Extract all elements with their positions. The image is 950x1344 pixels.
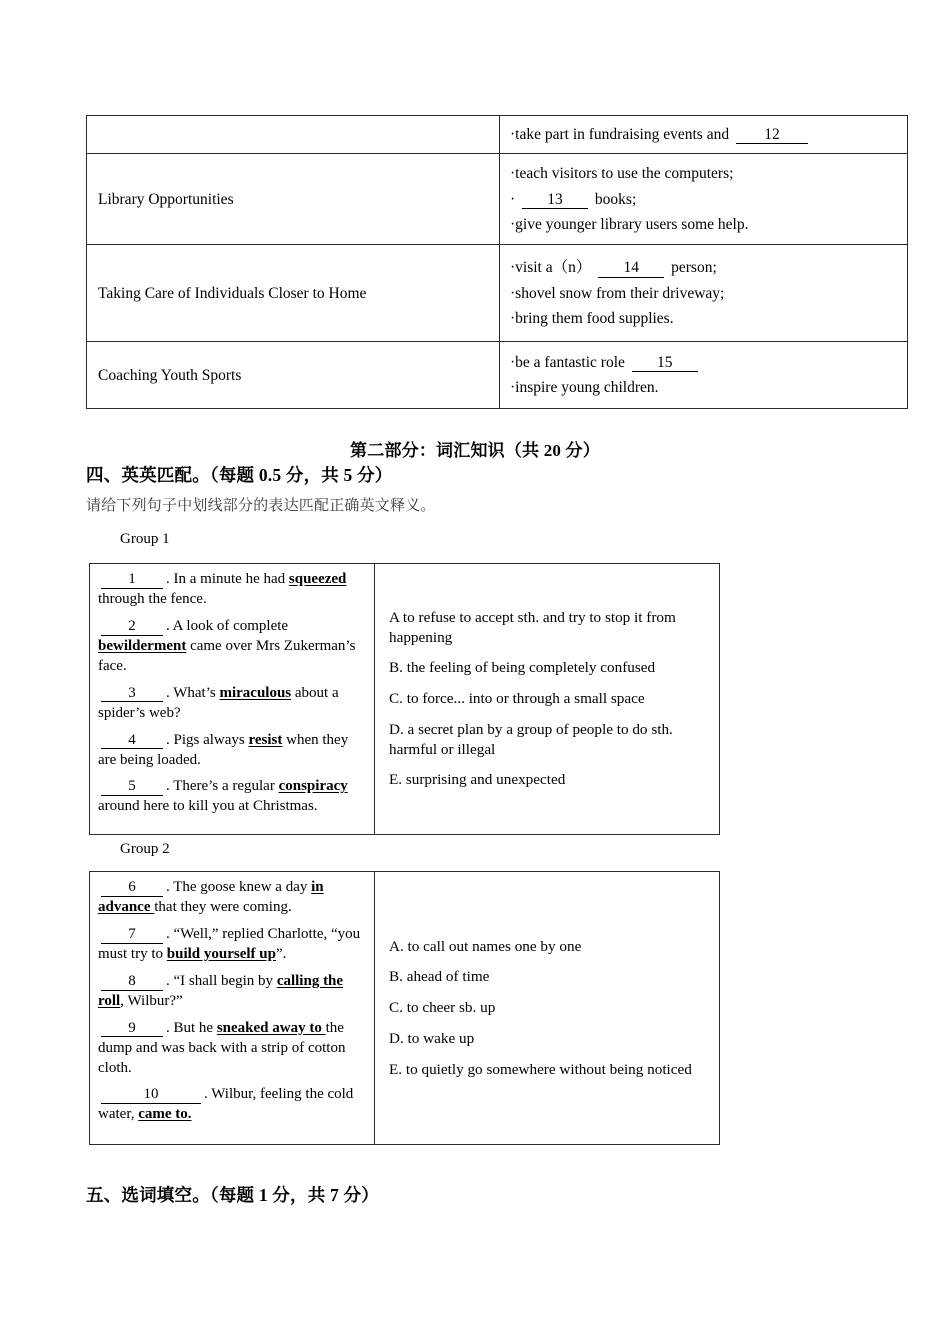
answer-blank-15[interactable]: 15 — [632, 355, 698, 372]
volunteer-opportunities-table — [86, 115, 908, 409]
group-2-questions-column — [90, 872, 375, 1144]
answer-blank-3[interactable]: 3 — [101, 686, 163, 703]
question-text: about a spider’s web? — [98, 684, 339, 721]
detail-line — [510, 187, 897, 212]
answer-blank-5[interactable]: 5 — [101, 779, 163, 796]
question-text: ”. — [275, 945, 287, 962]
match-option-item: E. surprising and unexpected — [389, 771, 566, 789]
underlined-keyword: resist — [248, 731, 283, 748]
section-five-heading: 五、选词填空。（每题 1 分，共 7 分） — [86, 1185, 379, 1205]
match-option-item: D. to wake up — [389, 1029, 475, 1047]
detail-line — [510, 255, 897, 280]
underlined-keyword: sneaked away to — [216, 1019, 326, 1036]
detail-text-post: person; — [671, 259, 717, 277]
detail-text: · — [510, 190, 516, 208]
answer-blank-1[interactable]: 1 — [101, 572, 163, 589]
table-row — [87, 245, 908, 342]
match-question-item — [98, 570, 366, 610]
table-cell-details — [500, 245, 908, 342]
detail-line — [510, 212, 897, 237]
group-1-matching-box — [89, 563, 720, 835]
match-option-item: A to refuse to accept sth. and try to stop it from happening — [389, 608, 676, 646]
section-four-heading: 四、英英匹配。（每题 0.5 分，共 5 分） — [86, 465, 393, 485]
match-question-item — [98, 731, 366, 771]
section-instruction: 请给下列句子中划线部分的表达匹配正确英文释义。 — [86, 498, 436, 514]
match-question-item — [98, 777, 366, 817]
question-text: . The goose knew a day — [166, 879, 312, 895]
question-text: came over Mrs Zukerman’s face. — [98, 637, 356, 674]
table-cell-details — [500, 342, 908, 409]
match-option-item: C. to cheer sb. up — [389, 999, 496, 1017]
question-text: . In a minute he had — [166, 571, 289, 587]
group-2-matching-box — [89, 871, 720, 1145]
match-question-item — [98, 1085, 366, 1125]
match-question-item — [98, 684, 366, 724]
underlined-keyword: came to. — [138, 1106, 192, 1123]
detail-text: ·take part in fundraising events and — [510, 126, 730, 143]
detail-text: ·give younger library users some help. — [510, 215, 749, 233]
part-two-heading: 第二部分：词汇知识（共 20 分） — [350, 441, 600, 460]
detail-text: ·inspire young children. — [510, 379, 659, 397]
question-text: . “Well,” replied Charlotte, “you must try to — [98, 925, 361, 962]
underlined-keyword: build yourself up — [166, 945, 276, 962]
underlined-keyword: squeezed — [288, 571, 347, 587]
question-text: through the fence. — [98, 590, 207, 607]
match-question-item — [98, 972, 366, 1012]
group-2-label: Group 2 — [120, 841, 170, 857]
detail-line — [510, 306, 897, 331]
underlined-keyword: miraculous — [219, 684, 292, 701]
answer-blank-8[interactable]: 8 — [101, 974, 163, 991]
underlined-keyword: conspiracy — [278, 778, 348, 795]
answer-blank-6[interactable]: 6 — [101, 880, 163, 897]
match-question-item — [98, 878, 366, 918]
group-1-options-column — [375, 564, 719, 834]
question-text: . Pigs always — [166, 731, 249, 748]
answer-blank-10[interactable]: 10 — [101, 1087, 201, 1104]
detail-line — [510, 281, 897, 306]
match-option-item: B. the feeling of being completely confused — [389, 659, 656, 677]
question-text: . A look of complete — [166, 617, 289, 634]
question-text: that they were coming. — [154, 898, 292, 915]
answer-blank-14[interactable]: 14 — [598, 260, 664, 277]
group-1-label: Group 1 — [120, 531, 170, 547]
question-text: . What’s — [166, 684, 220, 701]
match-option-item: A. to call out names one by one — [389, 937, 582, 955]
question-text: , Wilbur?” — [120, 992, 183, 1009]
answer-blank-7[interactable]: 7 — [101, 927, 163, 944]
underlined-keyword: in advance — [98, 879, 324, 915]
table-cell-details — [500, 154, 908, 245]
match-option-item: D. a secret plan by a group of people to do sth. harmful or illegal — [389, 720, 673, 758]
question-text: . But he — [166, 1019, 217, 1036]
detail-line — [510, 122, 897, 147]
underlined-keyword: bewilderment — [98, 637, 187, 654]
detail-text: ·teach visitors to use the computers; — [510, 165, 734, 183]
group-1-questions-column — [90, 564, 375, 834]
question-text: around here to kill you at Christmas. — [98, 798, 318, 815]
table-cell-details — [500, 116, 908, 154]
table-cell-label: Library Opportunities — [87, 154, 500, 245]
question-text: . “I shall begin by — [166, 972, 277, 989]
detail-text: ·visit a（n） — [510, 259, 592, 277]
question-text: . Wilbur, feeling the cold water, — [98, 1086, 354, 1123]
match-option-item: E. to quietly go somewhere without being noticed — [389, 1060, 692, 1078]
answer-blank-13[interactable]: 13 — [522, 192, 588, 209]
table-row — [87, 342, 908, 409]
underlined-keyword: calling the roll — [98, 972, 344, 1009]
match-option-item: C. to force... into or through a small space — [389, 690, 645, 708]
detail-text: ·be a fantastic role — [510, 354, 625, 371]
match-question-item — [98, 617, 366, 677]
question-text: the dump and was back with a strip of cotton cloth. — [98, 1019, 346, 1076]
detail-line — [510, 375, 897, 400]
match-question-item — [98, 1019, 366, 1079]
table-row — [87, 154, 908, 245]
answer-blank-12[interactable]: 12 — [736, 127, 808, 144]
match-question-item — [98, 925, 366, 965]
table-cell-label — [87, 116, 500, 154]
table-row — [87, 116, 908, 154]
group-2-options-column — [375, 872, 719, 1144]
table-body — [87, 116, 908, 409]
question-text: . There’s a regular — [166, 778, 279, 795]
detail-text: ·bring them food supplies. — [510, 309, 674, 327]
question-text: when they are being loaded. — [98, 731, 349, 768]
answer-blank-2[interactable]: 2 — [101, 619, 163, 636]
answer-blank-4[interactable]: 4 — [101, 733, 163, 750]
detail-line — [510, 161, 897, 186]
detail-text-post: books; — [594, 190, 637, 208]
detail-line — [510, 350, 897, 375]
answer-blank-9[interactable]: 9 — [101, 1021, 163, 1038]
table-cell-label: Coaching Youth Sports — [87, 342, 500, 409]
match-option-item: B. ahead of time — [389, 968, 490, 986]
detail-text: ·shovel snow from their driveway; — [510, 284, 725, 302]
table-cell-label: Taking Care of Individuals Closer to Home — [87, 245, 500, 342]
